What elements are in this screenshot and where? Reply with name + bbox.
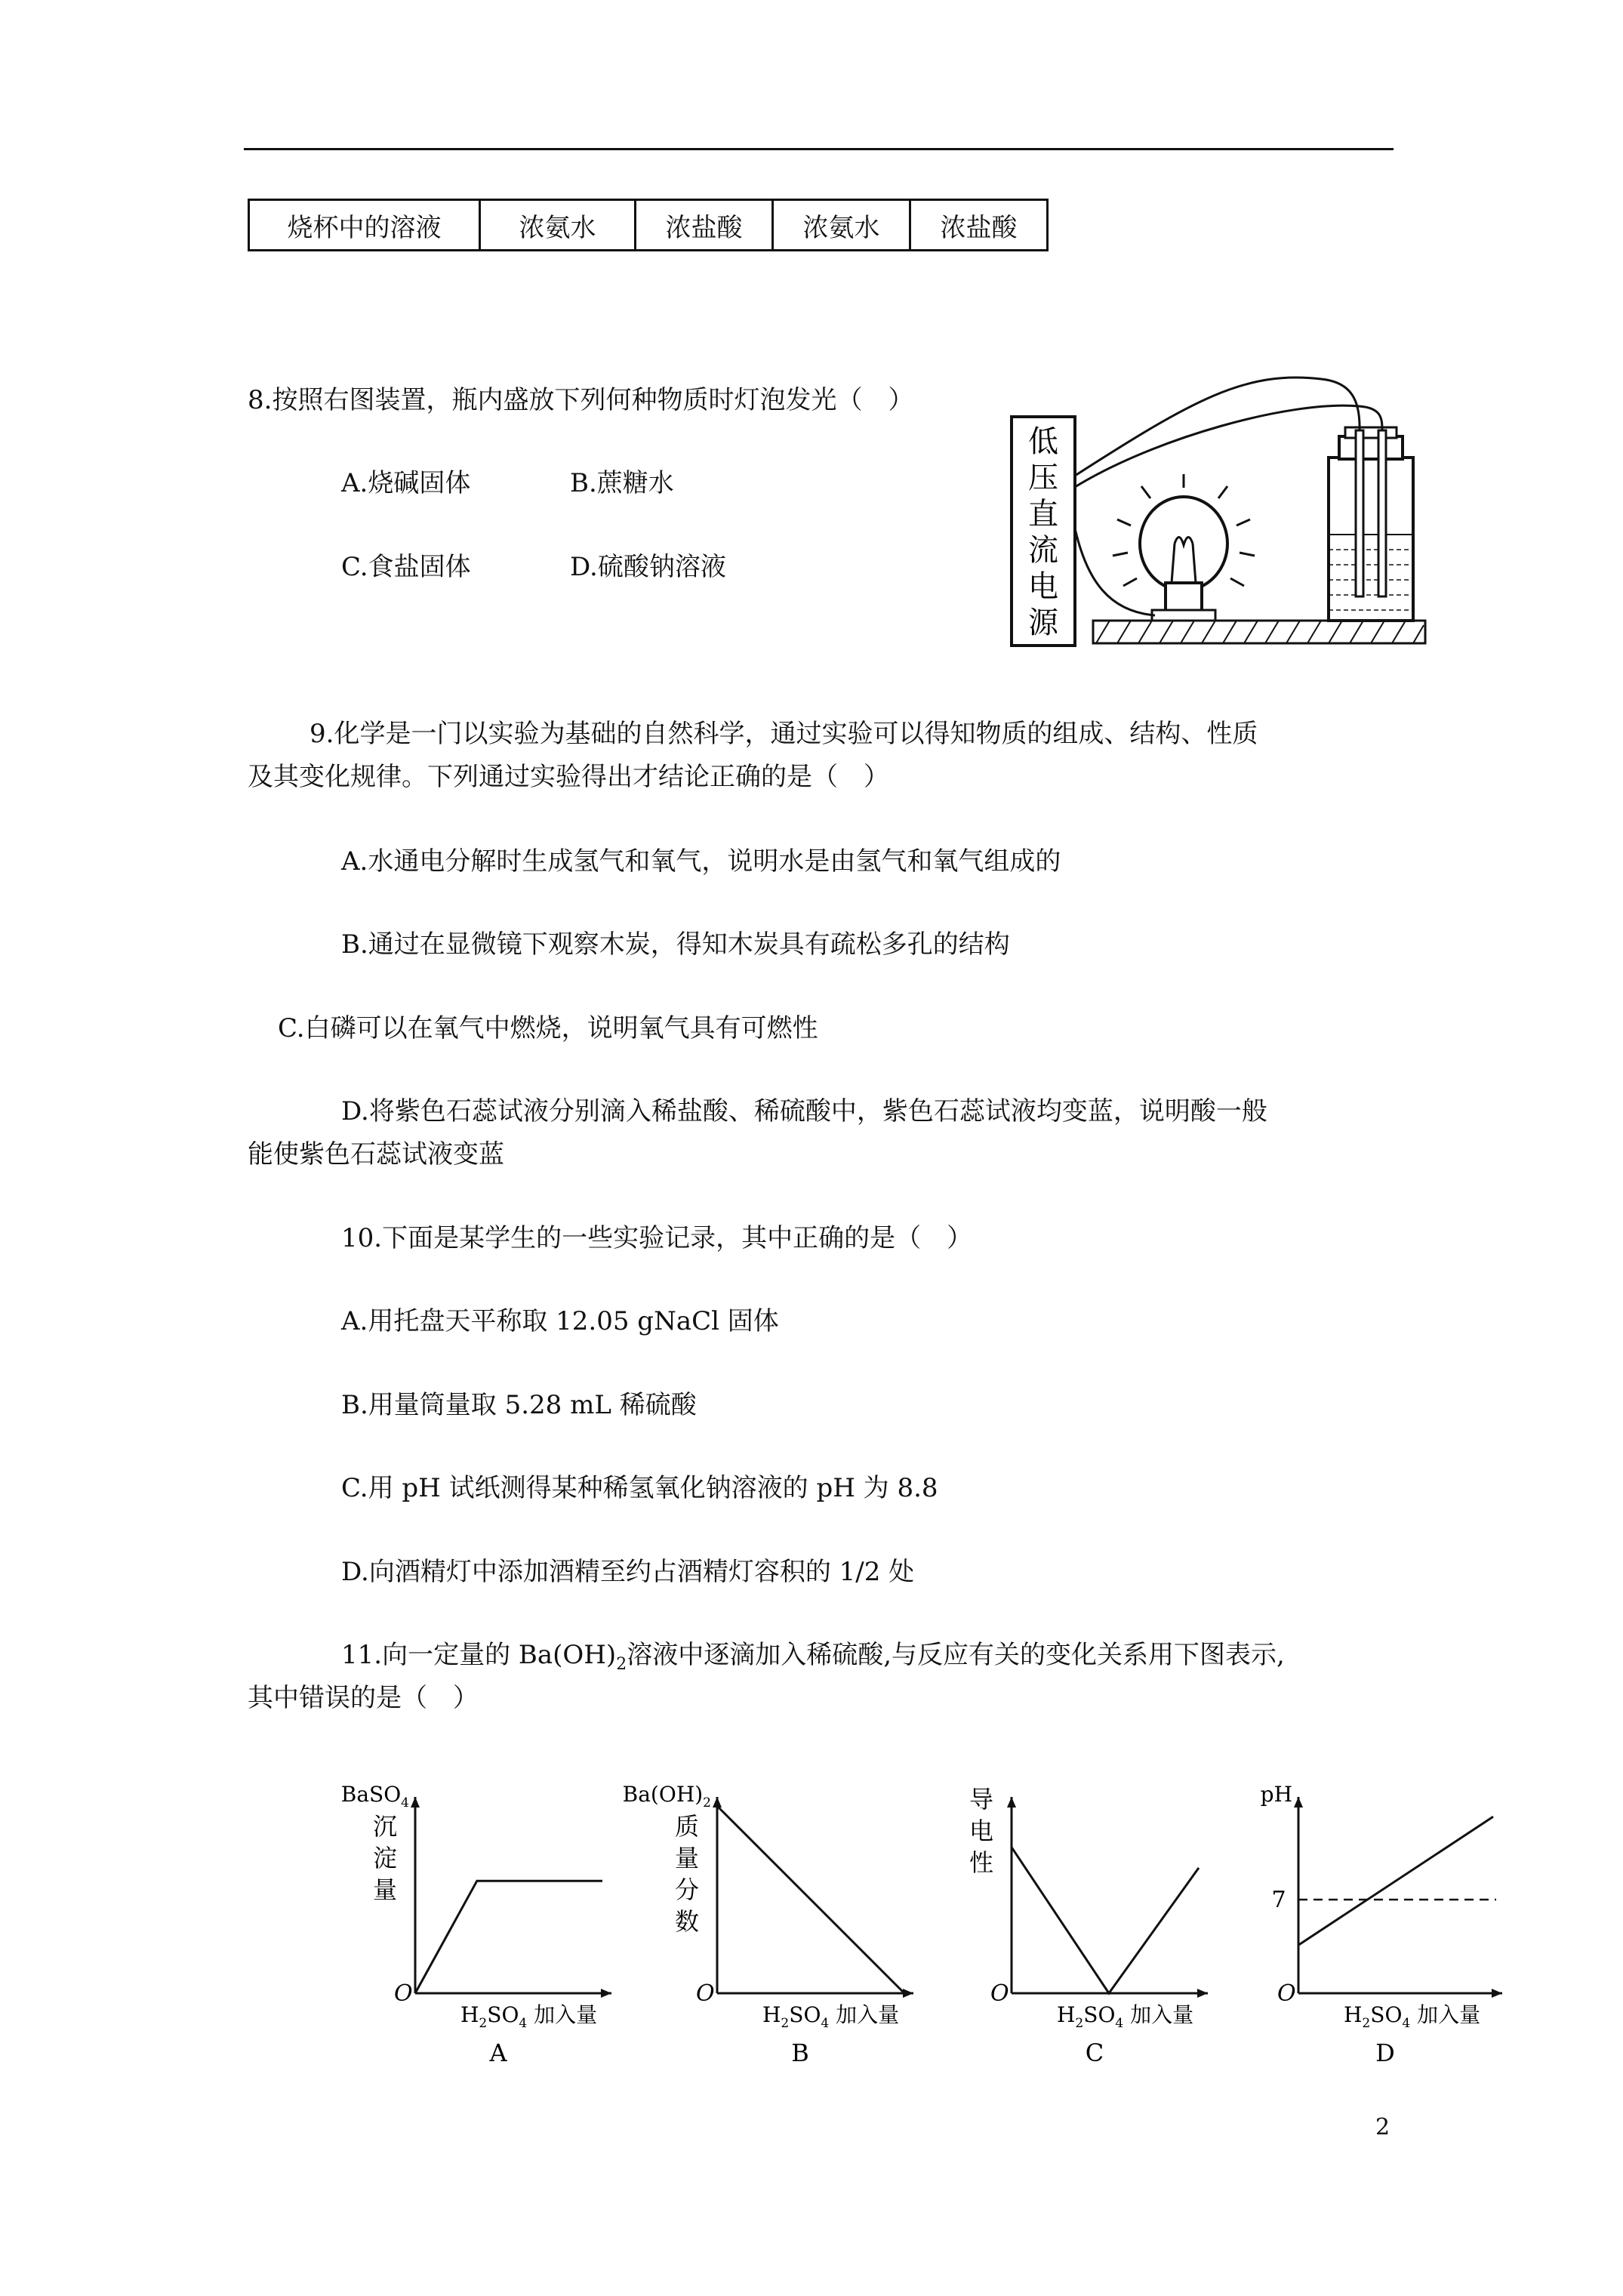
table-row [249, 200, 1048, 251]
x-axis-label: $H_2SO_4$ 加入量 [460, 2002, 598, 2031]
q8-stem: 8.按照右图装置，瓶内盛放下列何种物质时灯泡发光（ ） [248, 385, 914, 415]
circuit-figure [1004, 355, 1434, 657]
y-axis-label-char: 量 [372, 1875, 398, 1904]
x-axis-arrow [1492, 1989, 1502, 1998]
q9-option-d-line1: D.将紫色石蕊试液分别滴入稀盐酸、稀硫酸中，紫色石蕊试液均变蓝，说明酸一般 [341, 1096, 1267, 1126]
q9-option-a: A.水通电分解时生成氢气和氧气，说明水是由氢气和氧气组成的 [341, 846, 1061, 877]
q11-stem-text: 溶液中逐滴加入稀硫酸,与反应有关的变化关系用下图表示, [627, 1640, 1285, 1670]
q8-option-a: A.烧碱固体 [341, 468, 471, 498]
q11-stem-line2: 其中错误的是（ ） [248, 1683, 479, 1713]
q9-option-d-line2: 能使紫色石蕊试液变蓝 [248, 1139, 504, 1170]
x-axis-arrow [601, 1989, 611, 1998]
y-axis-label-char: 质 [674, 1812, 700, 1841]
chart-caption: C [1085, 2039, 1104, 2067]
q9-stem-line1: 9.化学是一门以实验为基础的自然科学，通过实验可以得知物质的组成、结构、性质 [310, 719, 1258, 749]
table-cell: 浓氨水 [773, 200, 910, 251]
q10-option-d: D.向酒精灯中添加酒精至约占酒精灯容积的 1/2 处 [341, 1557, 915, 1587]
table-cell: 浓盐酸 [636, 200, 773, 251]
y-axis-label-top: BaSO$_4$ [340, 1782, 409, 1811]
x-axis-arrow [903, 1989, 913, 1998]
q11-stem-subscript: 2 [616, 1654, 627, 1674]
y-axis-arrow [713, 1797, 722, 1808]
origin-label: O [394, 1980, 413, 2007]
y-axis-label-char: 导 [969, 1785, 994, 1814]
q11-stem-text: 11.向一定量的 Ba(OH) [341, 1640, 617, 1670]
power-label-char: 源 [1028, 606, 1058, 640]
table-cell: 浓盐酸 [910, 200, 1048, 251]
q8-option-b: B.蔗糖水 [570, 468, 674, 498]
y-axis-label-top: $Ba(OH)_2$ [622, 1782, 711, 1811]
power-label-char: 直 [1028, 497, 1058, 532]
q10-option-b: B.用量筒量取 5.28 mL 稀硫酸 [341, 1390, 697, 1420]
graphs-figure [325, 1774, 1532, 2067]
q9-option-b: B.通过在显微镜下观察木炭，得知木炭具有疏松多孔的结构 [341, 929, 1010, 960]
header-rule [244, 148, 1394, 150]
power-label-char: 流 [1028, 533, 1058, 568]
chart-caption: A [489, 2039, 507, 2067]
q8-option-d: D.硫酸钠溶液 [570, 552, 726, 582]
page-number: 2 [1375, 2114, 1390, 2140]
series-line [415, 1881, 602, 1993]
y-tick-label: 7 [1271, 1887, 1286, 1913]
q9-stem-line2: 及其变化规律。下列通过实验得出才结论正确的是（ ） [248, 762, 889, 792]
x-axis-label: $H_2SO_4$ 加入量 [762, 2002, 900, 2031]
q9-option-c: C.白磷可以在氧气中燃烧，说明氧气具有可燃性 [278, 1013, 818, 1043]
graphs-svg [325, 1774, 1532, 2067]
x-axis-arrow [1197, 1989, 1208, 1998]
y-axis-label-char: 性 [969, 1848, 994, 1877]
y-axis-label-char: 分 [674, 1875, 700, 1904]
power-label-char: 电 [1028, 569, 1058, 604]
y-axis-label-char: 沉 [372, 1812, 398, 1841]
series-line [1298, 1817, 1493, 1945]
bottle [1329, 458, 1413, 621]
origin-label: O [1277, 1980, 1296, 2007]
y-axis-label-char: 数 [674, 1907, 700, 1936]
chart-caption: D [1375, 2039, 1395, 2067]
y-axis-arrow [1294, 1797, 1303, 1808]
q10-option-c: C.用 pH 试纸测得某种稀氢氧化钠溶液的 pH 为 8.8 [341, 1473, 938, 1503]
q10-option-a: A.用托盘天平称取 12.05 gNaCl 固体 [341, 1306, 779, 1336]
chart-caption: B [791, 2039, 809, 2067]
series-line [1012, 1848, 1199, 1993]
power-label-char: 低 [1028, 424, 1058, 459]
table-cell: 烧杯中的溶液 [249, 200, 480, 251]
y-axis-label-char: 量 [674, 1844, 700, 1872]
series-line [717, 1806, 904, 1993]
base-board [1093, 621, 1425, 643]
origin-label: O [696, 1980, 715, 2007]
y-axis-arrow [1007, 1797, 1016, 1808]
y-axis-label-top: pH [1260, 1782, 1292, 1807]
x-axis-label: $H_2SO_4$ 加入量 [1344, 2002, 1481, 2031]
q10-stem: 10.下面是某学生的一些实验记录，其中正确的是（ ） [341, 1223, 973, 1253]
power-label-char: 压 [1028, 461, 1058, 495]
q11-stem-line1 [341, 1637, 1285, 1683]
y-axis-label-char: 电 [969, 1817, 994, 1845]
origin-label: O [990, 1980, 1009, 2007]
q8-option-c: C.食盐固体 [341, 552, 471, 582]
y-axis-label-char: 淀 [372, 1844, 398, 1872]
reagent-table [248, 199, 1049, 251]
x-axis-label: $H_2SO_4$ 加入量 [1057, 2002, 1194, 2031]
y-axis-arrow [411, 1797, 420, 1808]
table-cell: 浓氨水 [480, 200, 636, 251]
